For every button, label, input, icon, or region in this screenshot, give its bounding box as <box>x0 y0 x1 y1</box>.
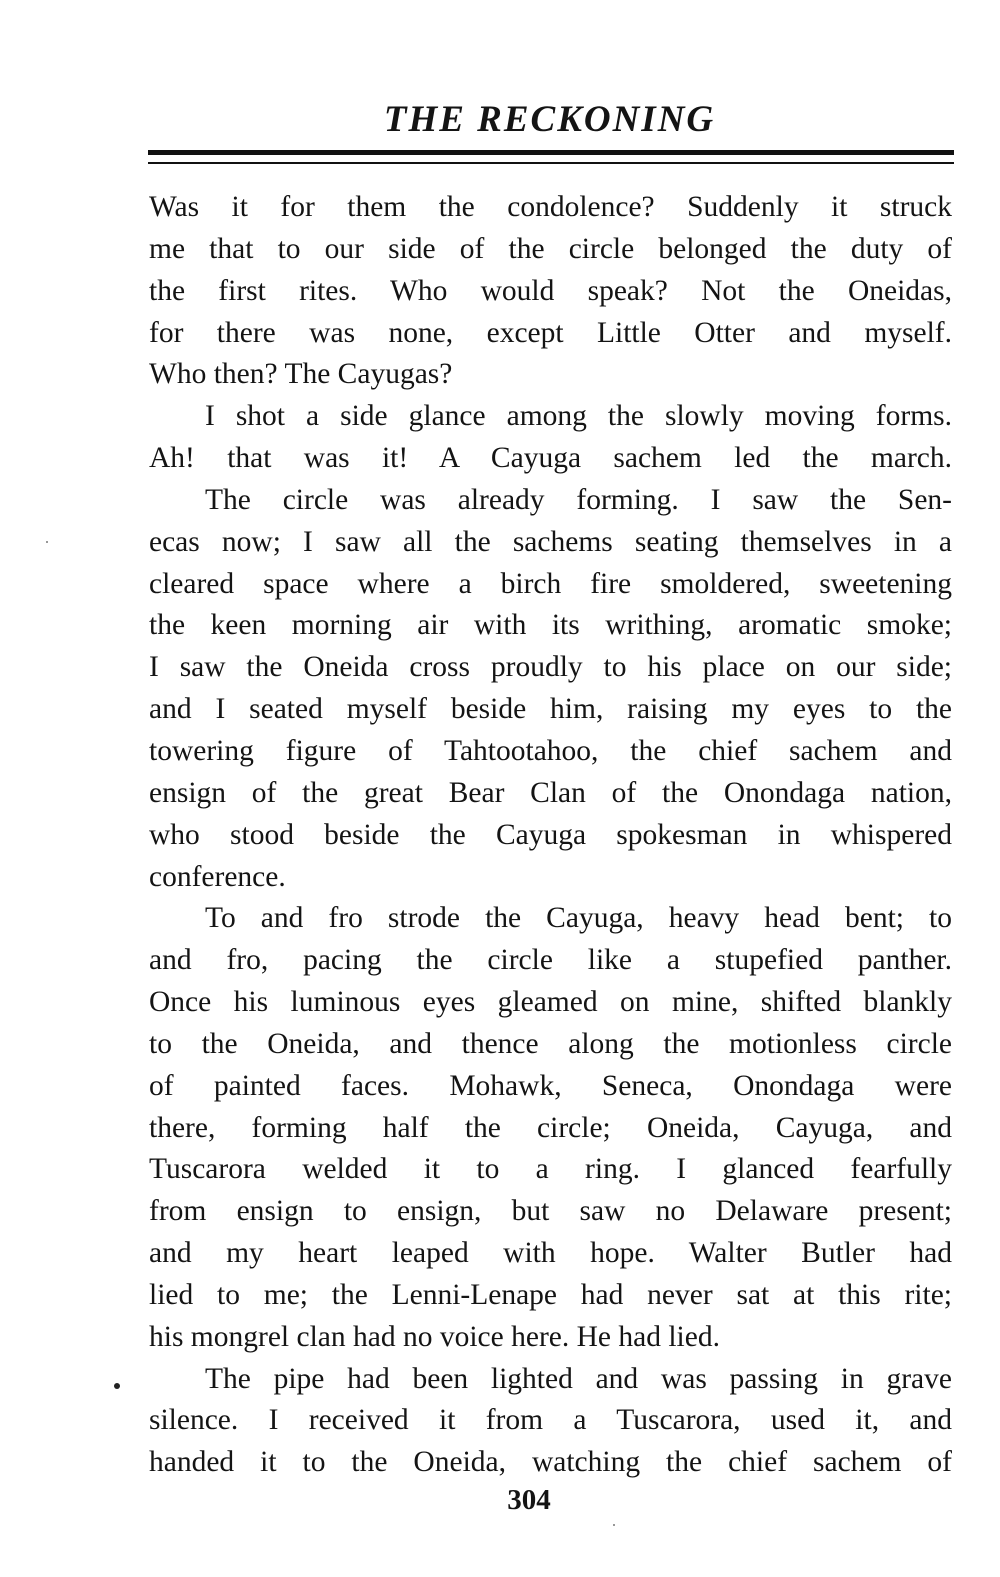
text-line: To and fro strode the Cayuga, heavy head bent; to <box>205 902 952 935</box>
paragraph <box>149 1359 952 1485</box>
text-line: the first rites. Who would speak? Not the Oneidas, <box>149 274 952 307</box>
text-line: of painted faces. Mohawk, Seneca, Onondaga were <box>149 1069 952 1102</box>
text-line: the keen morning air with its writhing, aromatic smoke; <box>149 609 952 642</box>
header-rule-thick <box>148 150 954 155</box>
text-line: ecas now; I saw all the sachems seating themselves in a <box>149 525 952 558</box>
body-text <box>149 187 952 1484</box>
text-line: I shot a side glance among the slowly moving forms. <box>205 400 952 433</box>
header-rule-thin <box>148 162 954 164</box>
text-line: for there was none, except Little Otter and myself. <box>149 316 952 349</box>
text-line: and I seated myself beside him, raising my eyes to the <box>149 693 952 726</box>
scan-speck <box>46 541 48 543</box>
text-line: and my heart leaped with hope. Walter Butler had <box>149 1237 952 1270</box>
text-line: his mongrel clan had no voice here. He had lied. <box>149 1320 720 1353</box>
text-line: lied to me; the Lenni-Lenape had never sat at this rite; <box>149 1278 952 1311</box>
text-line: cleared space where a birch fire smoldered, sweetening <box>149 567 952 600</box>
scan-speck <box>114 1383 120 1389</box>
text-line: me that to our side of the circle belonged the duty of <box>149 232 952 265</box>
running-head-title: THE RECKONING <box>383 99 716 140</box>
text-line: I saw the Oneida cross proudly to his place on our side; <box>149 651 952 684</box>
text-line: The circle was already forming. I saw the Sen- <box>205 483 952 516</box>
text-line: who stood beside the Cayuga spokesman in whispered <box>149 818 952 851</box>
paragraph <box>149 898 952 1358</box>
text-line: there, forming half the circle; Oneida, Cayuga, and <box>149 1111 952 1144</box>
text-line: and fro, pacing the circle like a stupefied panther. <box>149 944 952 977</box>
paragraph <box>149 396 952 480</box>
text-line: handed it to the Oneida, watching the chief sachem of <box>149 1446 952 1479</box>
text-line: silence. I received it from a Tuscarora, used it, and <box>149 1404 952 1437</box>
text-line: ensign of the great Bear Clan of the Onondaga nation, <box>149 776 952 809</box>
text-line: conference. <box>149 860 286 893</box>
paragraph <box>149 480 952 898</box>
text-line: Ah! that was it! A Cayuga sachem led the march. <box>149 442 952 475</box>
text-line: to the Oneida, and thence along the motionless circle <box>149 1027 952 1060</box>
text-line: Was it for them the condolence? Suddenly it struck <box>149 191 952 223</box>
page-number: 304 <box>507 1484 551 1516</box>
text-line: Who then? The Cayugas? <box>149 358 453 391</box>
text-line: Once his luminous eyes gleamed on mine, shifted blankly <box>149 986 952 1019</box>
scan-speck <box>613 1524 615 1526</box>
text-line: towering figure of Tahtootahoo, the chief sachem and <box>149 734 952 767</box>
text-line: Tuscarora welded it to a ring. I glanced fearfully <box>149 1153 952 1186</box>
paragraph <box>149 187 952 396</box>
text-line: The pipe had been lighted and was passing in grave <box>205 1362 952 1395</box>
text-line: from ensign to ensign, but saw no Delaware present; <box>149 1195 952 1228</box>
